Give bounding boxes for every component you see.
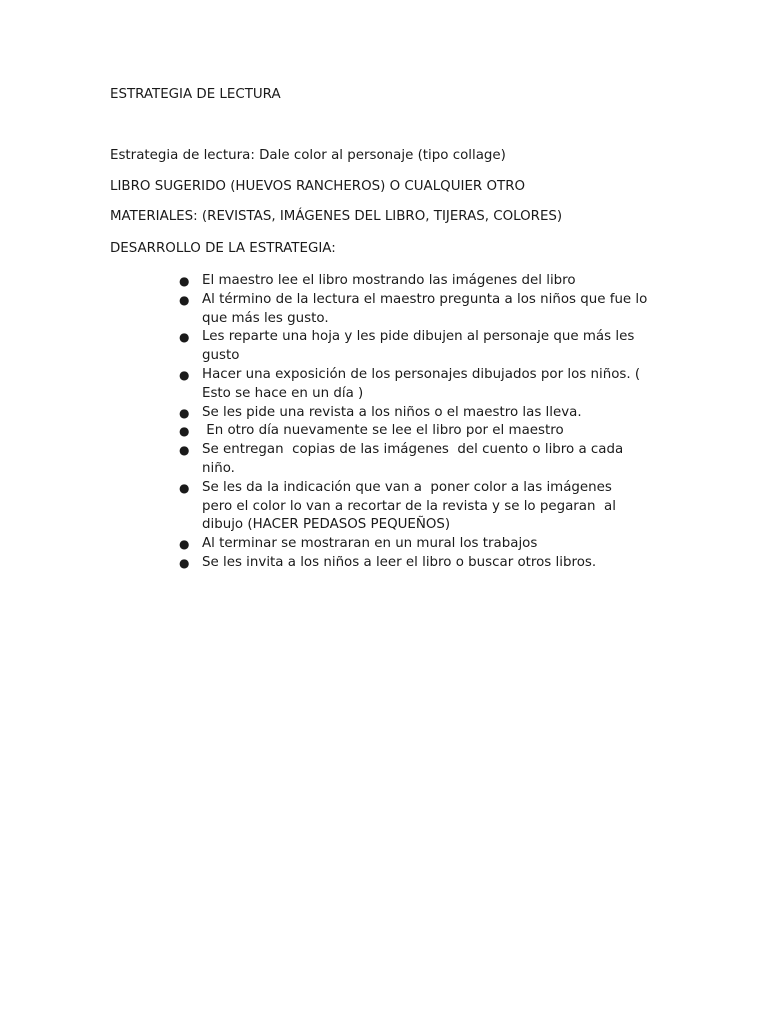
list-item-text: Se entregan copias de las imágenes del cuento o libro a cada niño.: [202, 442, 624, 476]
bullet-icon: ●: [179, 330, 190, 345]
list-item: [176, 404, 676, 423]
bullet-icon: ●: [179, 424, 190, 439]
bullet-icon: ●: [179, 555, 190, 570]
bullet-icon: ●: [179, 405, 190, 420]
bullet-icon: ●: [179, 480, 190, 495]
list-item-text: Al terminar se mostraran en un mural los trabajos: [202, 536, 538, 552]
bullet-icon: ●: [179, 537, 190, 552]
list-item-text: Se les pide una revista a los niños o el maestro las lleva.: [202, 404, 582, 420]
list-item-text: En otro día nuevamente se lee el libro por el maestro: [202, 423, 564, 439]
development-heading: DESARROLLO DE LA ESTRATEGIA:: [110, 241, 336, 256]
bullet-icon: ●: [179, 292, 190, 307]
bullet-icon: ●: [179, 443, 190, 458]
list-item: [176, 554, 676, 573]
list-item-text: Hacer una exposición de los personajes dibujados por los niños. ( Esto se hace en un día ): [202, 366, 641, 401]
list-item-text: Al término de la lectura el maestro pregunta a los niños que fue lo que más les gusto.: [202, 291, 648, 326]
list-item: [176, 272, 676, 291]
list-item: [176, 291, 676, 329]
bullet-icon: ●: [179, 274, 190, 288]
strategy-line: Estrategia de lectura: Dale color al personaje (tipo collage): [110, 148, 506, 163]
materials-line: MATERIALES: (REVISTAS, IMÁGENES DEL LIBRO, TIJERAS, COLORES): [110, 209, 563, 224]
list-item: [176, 535, 676, 554]
document-title: ESTRATEGIA DE LECTURA: [110, 87, 281, 102]
list-item: [176, 328, 676, 366]
suggested-book-line: LIBRO SUGERIDO (HUEVOS RANCHEROS) O CUALQUIER OTRO: [110, 179, 526, 194]
list-item-text: Se les da la indicación que van a poner color a las imágenes pero el color lo van a recortar de la revista y se lo pegaran al dibujo (HACER PEDASOS PEQUEÑOS): [202, 479, 616, 533]
list-item-text: Se les invita a los niños a leer el libro o buscar otros libros.: [202, 554, 597, 570]
list-item: [176, 422, 676, 441]
list-item: [176, 441, 676, 479]
list-item: [176, 479, 676, 535]
bullet-icon: ●: [179, 367, 190, 382]
list-item: [176, 366, 676, 404]
list-item-text: El maestro lee el libro mostrando las imágenes del libro: [202, 273, 576, 288]
steps-list: [176, 272, 676, 573]
list-item-text: Les reparte una hoja y les pide dibujen al personaje que más les gusto: [202, 329, 635, 364]
